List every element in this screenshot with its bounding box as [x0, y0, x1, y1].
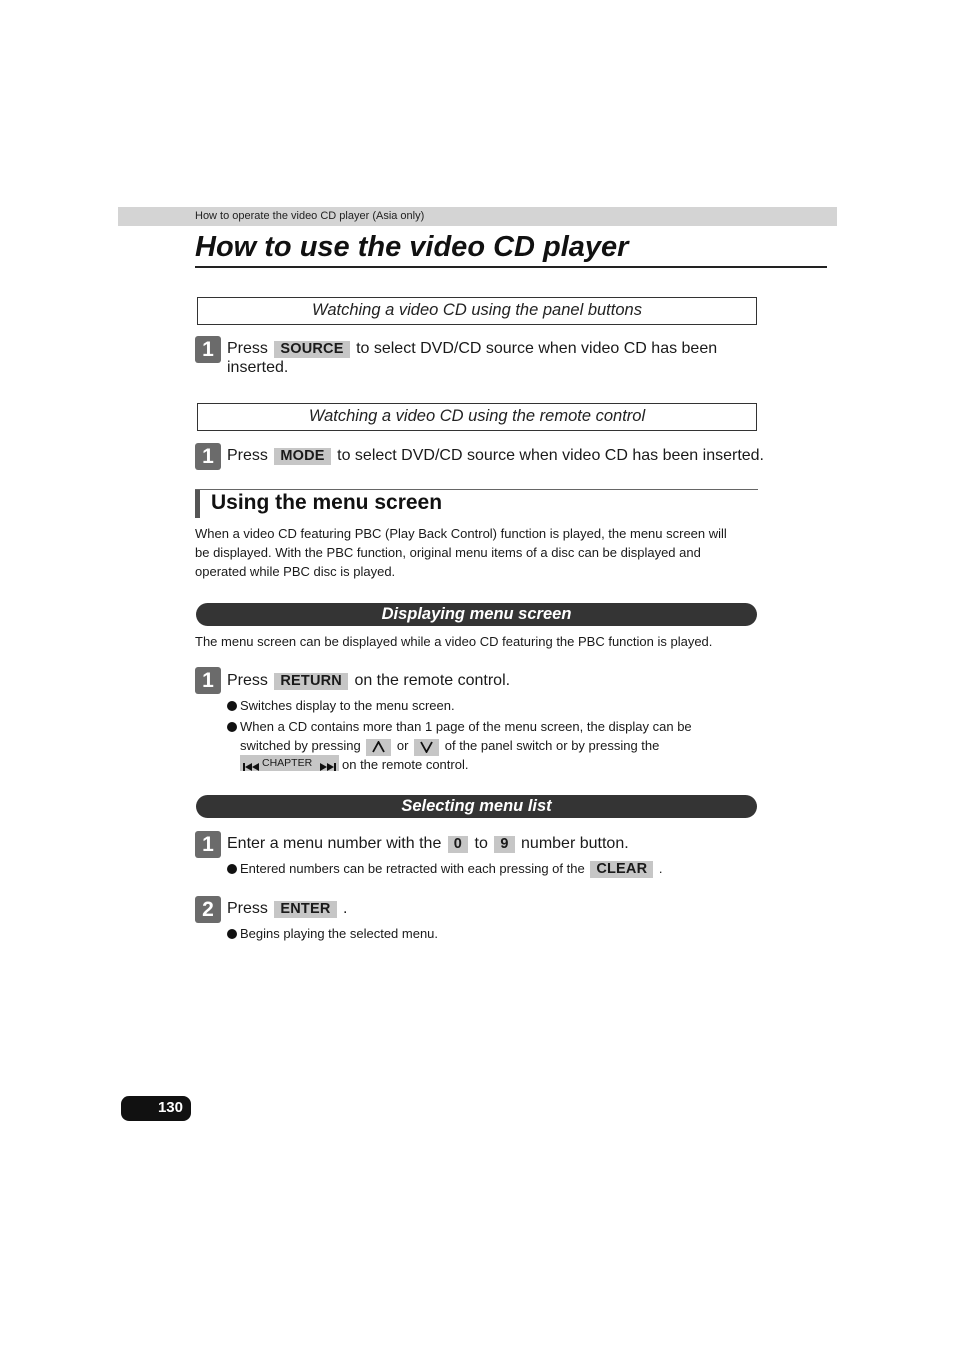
- menu-section-header: [195, 489, 758, 518]
- zero-key: 0: [448, 836, 468, 853]
- skip-next-icon: [320, 759, 336, 778]
- selecting-menu-heading: Selecting menu list: [196, 795, 757, 818]
- bullet-text: Entered numbers can be retracted with each pressing of the: [240, 861, 585, 876]
- bullet-text: .: [658, 861, 663, 876]
- bullet-text: on the remote control.: [342, 757, 469, 772]
- bullet-continued: [240, 736, 659, 756]
- chapter-key: [240, 755, 339, 771]
- bullet-text: Switches display to the menu screen.: [240, 698, 455, 713]
- step-text: Press: [227, 900, 268, 917]
- bullet-icon: [227, 701, 237, 711]
- remote-section-heading: Watching a video CD using the remote control: [197, 403, 757, 431]
- clear-key: CLEAR: [590, 861, 653, 878]
- return-key: RETURN: [274, 673, 348, 690]
- step-text: Press: [227, 340, 268, 357]
- selecting-step-1: [227, 834, 629, 853]
- step-text: .: [342, 900, 348, 917]
- step-text: number button.: [521, 835, 629, 852]
- intro-line: When a video CD featuring PBC (Play Back Control) function is played, the menu screen will: [195, 526, 727, 541]
- intro-line: be displayed. With the PBC function, original menu items of a disc can be displayed and: [195, 545, 701, 560]
- step-number: 2: [195, 896, 221, 923]
- source-key: SOURCE: [274, 341, 349, 358]
- menu-section-title: Using the menu screen: [211, 491, 443, 514]
- bullet-icon: [227, 722, 237, 732]
- bullet-text: switched by pressing: [240, 738, 361, 753]
- step-text: Press: [227, 447, 268, 464]
- step-text: on the remote control.: [354, 672, 511, 689]
- displaying-menu-heading: Displaying menu screen: [196, 603, 757, 626]
- down-arrow-icon: [414, 739, 439, 756]
- step-text: to: [474, 835, 488, 852]
- panel-step-1: [227, 339, 717, 358]
- bullet-text: or: [396, 738, 409, 753]
- bullet-icon: [227, 864, 237, 874]
- enter-key: ENTER: [274, 901, 336, 918]
- bullet-text: When a CD contains more than 1 page of the menu screen, the display can be: [240, 719, 692, 734]
- chapter-key-label: CHAPTER: [262, 757, 313, 769]
- bullet-continued: [240, 755, 468, 774]
- panel-section-heading: Watching a video CD using the panel buttons: [197, 297, 757, 325]
- nine-key: 9: [494, 836, 514, 853]
- page-number: 130: [157, 1099, 183, 1116]
- running-header-label: How to operate the video CD player (Asia only): [195, 210, 425, 222]
- selecting-step-2: [227, 899, 347, 918]
- bullet-text: Begins playing the selected menu.: [240, 926, 439, 941]
- step-number: 1: [195, 336, 221, 363]
- running-header: [118, 207, 837, 226]
- bullet-item: [227, 924, 438, 943]
- page-number-badge: [121, 1096, 191, 1121]
- step-text: to select DVD/CD source when video CD has been inserted.: [337, 447, 764, 464]
- step-text: Enter a menu number with the: [227, 835, 442, 852]
- bullet-item: [227, 717, 692, 736]
- section-accent-bar: [195, 490, 200, 518]
- displaying-desc: The menu screen can be displayed while a video CD featuring the PBC function is played.: [195, 634, 713, 649]
- step-text-continued: inserted.: [227, 359, 289, 376]
- page-title: How to use the video CD player: [195, 229, 827, 268]
- step-text: to select DVD/CD source when video CD has been: [356, 340, 718, 357]
- bullet-icon: [227, 929, 237, 939]
- bullet-item: [227, 696, 455, 715]
- intro-line: operated while PBC disc is played.: [195, 564, 396, 579]
- step-number: 1: [195, 443, 221, 470]
- step-number: 1: [195, 667, 221, 694]
- bullet-item: [227, 859, 663, 878]
- up-arrow-icon: [366, 739, 391, 756]
- mode-key: MODE: [274, 448, 330, 465]
- step-text: Press: [227, 672, 268, 689]
- skip-prev-icon: [243, 759, 259, 778]
- remote-step-1: [227, 446, 764, 465]
- step-number: 1: [195, 831, 221, 858]
- menu-intro: [195, 524, 765, 581]
- bullet-text: of the panel switch or by pressing the: [444, 738, 660, 753]
- displaying-step-1: [227, 671, 510, 690]
